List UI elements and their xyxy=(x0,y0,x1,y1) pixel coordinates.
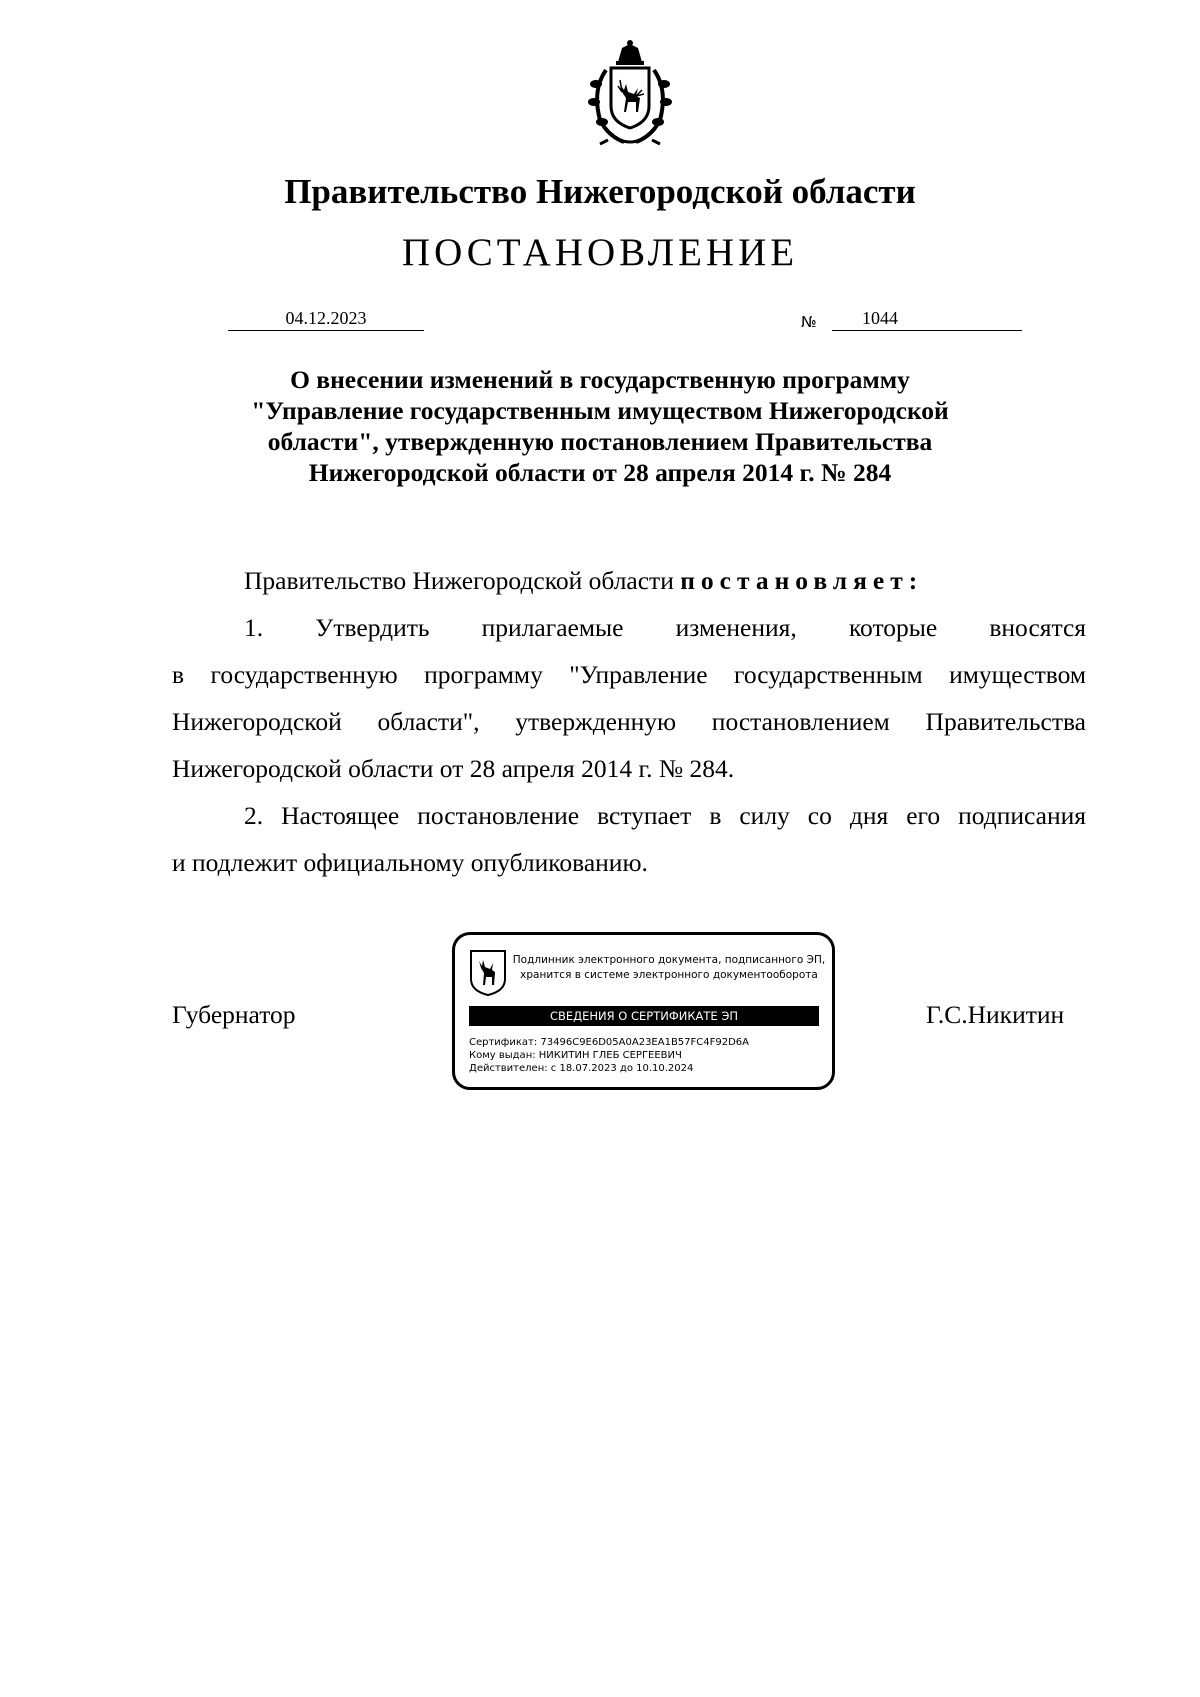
heading-line: "Управление государственным имуществом Нижегородской xyxy=(251,396,949,425)
preamble xyxy=(244,566,923,596)
item-2-line-2: и подлежит официальному опубликованию. xyxy=(172,848,648,877)
item-2-line-1: 2. Настоящее постановление вступает в силу со дня его подписания xyxy=(244,801,1086,830)
certificate-validity: Действителен: с 18.07.2023 до 10.10.2024 xyxy=(469,1063,694,1074)
signer-name: Г.С.Никитин xyxy=(926,1000,1065,1029)
document-number: 1044 xyxy=(862,308,898,328)
document-heading xyxy=(200,364,1000,488)
item-1-line-2: в государственную программу "Управление государственным имуществом xyxy=(172,660,1086,689)
document-date: 04.12.2023 xyxy=(228,308,424,331)
certificate-details xyxy=(469,1036,749,1075)
item-1-word: прилагаемые xyxy=(481,613,624,642)
stamp-note-line: Подлинник электронного документа, подписанного ЭП, xyxy=(512,954,826,966)
document-number-field xyxy=(832,308,1022,331)
item-1-word: изменения, xyxy=(675,613,797,642)
number-sign: № xyxy=(801,313,817,331)
certificate-info-bar: СВЕДЕНИЯ О СЕРТИФИКАТЕ ЭП xyxy=(469,1006,819,1026)
preamble-text: Правительство Нижегородской области xyxy=(244,566,674,595)
item-1-word: вносятся xyxy=(989,613,1086,642)
stamp-note-line: хранится в системе электронного документооборота xyxy=(520,969,818,981)
stamp-note xyxy=(511,953,827,983)
item-1-line-3: Нижегородской области", утвержденную постановлением Правительства xyxy=(172,707,1086,736)
electronic-signature-stamp xyxy=(452,932,835,1090)
certificate-owner: Кому выдан: НИКИТИН ГЛЕБ СЕРГЕЕВИЧ xyxy=(469,1050,682,1061)
decree-word: постановляет: xyxy=(680,566,924,595)
certificate-id: Сертификат: 73496C9E6D05A0A23EA1B57FC4F92D6A xyxy=(469,1037,750,1048)
document-type: ПОСТАНОВЛЕНИЕ xyxy=(401,231,799,274)
deer-emblem-icon xyxy=(469,949,507,997)
coat-of-arms-icon xyxy=(578,40,682,146)
heading-line: О внесении изменений в государственную программу xyxy=(290,365,910,394)
item-1-word: Утвердить xyxy=(315,613,430,642)
signer-title: Губернатор xyxy=(172,1000,296,1029)
item-1-line-4: Нижегородской области от 28 апреля 2014 г. № 284. xyxy=(172,754,735,783)
item-1-line-1 xyxy=(244,613,1086,643)
heading-line: Нижегородской области от 28 апреля 2014 г. № 284 xyxy=(308,458,892,487)
heading-line: области", утвержденную постановлением Правительства xyxy=(267,427,933,456)
item-1-number: 1. xyxy=(244,613,264,642)
item-1-word: которые xyxy=(848,613,938,642)
government-title: Правительство Нижегородской области xyxy=(284,172,916,211)
